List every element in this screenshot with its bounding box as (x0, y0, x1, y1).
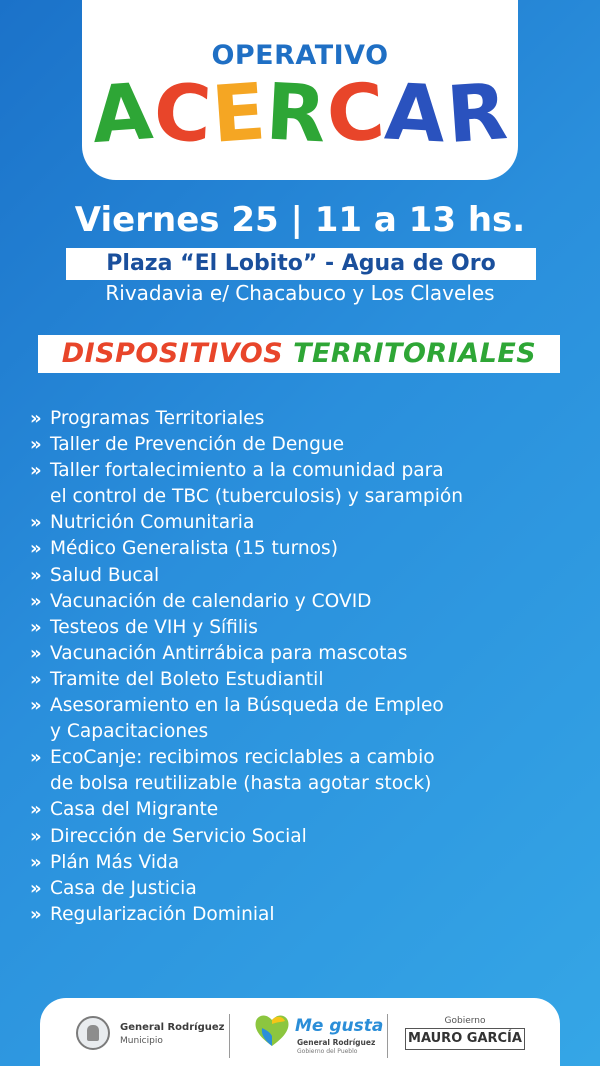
service-item-text: Regularización Dominial (50, 903, 275, 925)
service-item (30, 615, 570, 641)
service-item (30, 536, 570, 562)
service-item (30, 850, 570, 876)
brand-sub: General Rodríguez (297, 1038, 376, 1047)
mayor-name: MAURO GARCÍA (405, 1028, 525, 1050)
event-date-time: Viernes 25 | 11 a 13 hs. (74, 200, 526, 240)
service-item (30, 510, 570, 536)
footer-divider (387, 1014, 388, 1058)
service-item-text: Nutrición Comunitaria (50, 512, 255, 534)
bullet-icon: » (30, 825, 42, 847)
bullet-icon: » (30, 877, 42, 899)
section-title-part2: TERRITORIALES (293, 338, 537, 369)
section-title-part1: DISPOSITIVOS (61, 338, 284, 369)
gobierno-label: Gobierno (444, 1016, 486, 1026)
bullet-icon: » (30, 538, 42, 560)
municipality-name: General Rodríguez (120, 1022, 225, 1033)
service-item-text: Tramite del Boleto Estudiantil (50, 668, 324, 690)
title-letter: R (443, 66, 511, 162)
title-letter: A (89, 66, 157, 162)
municipality-sub: Municipio (120, 1036, 163, 1046)
bullet-icon: » (30, 799, 42, 821)
brand-sub2: Gobierno del Pueblo (297, 1048, 358, 1055)
service-item-text: Taller fortalecimiento a la comunidad para el control de TBC (tuberculosis) y sarampión (50, 460, 464, 508)
service-item-text: Casa de Justicia (50, 877, 197, 899)
service-item (30, 432, 570, 458)
service-item (30, 406, 570, 432)
service-item (30, 797, 570, 823)
service-item (30, 641, 570, 667)
bullet-icon: » (30, 616, 42, 638)
header-small-title: OPERATIVO (211, 40, 389, 71)
title-letter: A (383, 67, 450, 161)
title-letter: R (263, 67, 330, 161)
municipality-seal-icon (76, 1016, 110, 1050)
service-item (30, 458, 570, 510)
event-address: Rivadavia e/ Chacabuco y Los Claveles (105, 281, 495, 305)
bullet-icon: » (30, 747, 42, 769)
bullet-icon: » (30, 408, 42, 429)
service-item (30, 902, 570, 928)
service-item-text: Plán Más Vida (50, 851, 180, 873)
service-item (30, 563, 570, 589)
event-place: Plaza “El Lobito” - Agua de Oro (66, 248, 536, 280)
service-item (30, 589, 570, 615)
bullet-icon: » (30, 434, 42, 456)
bullet-icon: » (30, 642, 42, 664)
service-item (30, 824, 570, 850)
service-item-text: EcoCanje: recibimos reciclables a cambio de bolsa reutilizable (hasta agotar stock) (50, 747, 435, 795)
bullet-icon: » (30, 460, 42, 482)
title-letter: C (151, 67, 215, 161)
heart-logo-icon (252, 1010, 292, 1050)
brand-text: Me gusta (295, 1016, 384, 1036)
footer-logos (40, 998, 560, 1066)
footer-divider (229, 1014, 230, 1058)
title-letter: E (208, 67, 270, 161)
title-letter: C (324, 67, 389, 161)
service-item-text: Programas Territoriales (50, 408, 265, 429)
header-big-title (82, 64, 518, 164)
services-list (30, 406, 570, 928)
service-item (30, 745, 570, 797)
service-item-text: Asesoramiento en la Búsqueda de Empleo y Capacitaciones (50, 695, 444, 743)
header-card (82, 0, 518, 180)
service-item (30, 876, 570, 902)
service-item-text: Médico Generalista (15 turnos) (50, 538, 339, 560)
service-item-text: Taller de Prevención de Dengue (50, 434, 345, 456)
service-item-text: Dirección de Servicio Social (50, 825, 307, 847)
bullet-icon: » (30, 903, 42, 925)
bullet-icon: » (30, 512, 42, 534)
service-item (30, 667, 570, 693)
bullet-icon: » (30, 851, 42, 873)
service-item-text: Vacunación de calendario y COVID (50, 590, 372, 612)
service-item (30, 693, 570, 745)
bullet-icon: » (30, 590, 42, 612)
bullet-icon: » (30, 564, 42, 586)
service-item-text: Testeos de VIH y Sífilis (50, 616, 258, 638)
section-title (38, 335, 560, 373)
bullet-icon: » (30, 695, 42, 717)
service-item-text: Vacunación Antirrábica para mascotas (50, 642, 408, 664)
service-item-text: Salud Bucal (50, 564, 160, 586)
service-item-text: Casa del Migrante (50, 799, 219, 821)
bullet-icon: » (30, 668, 42, 690)
